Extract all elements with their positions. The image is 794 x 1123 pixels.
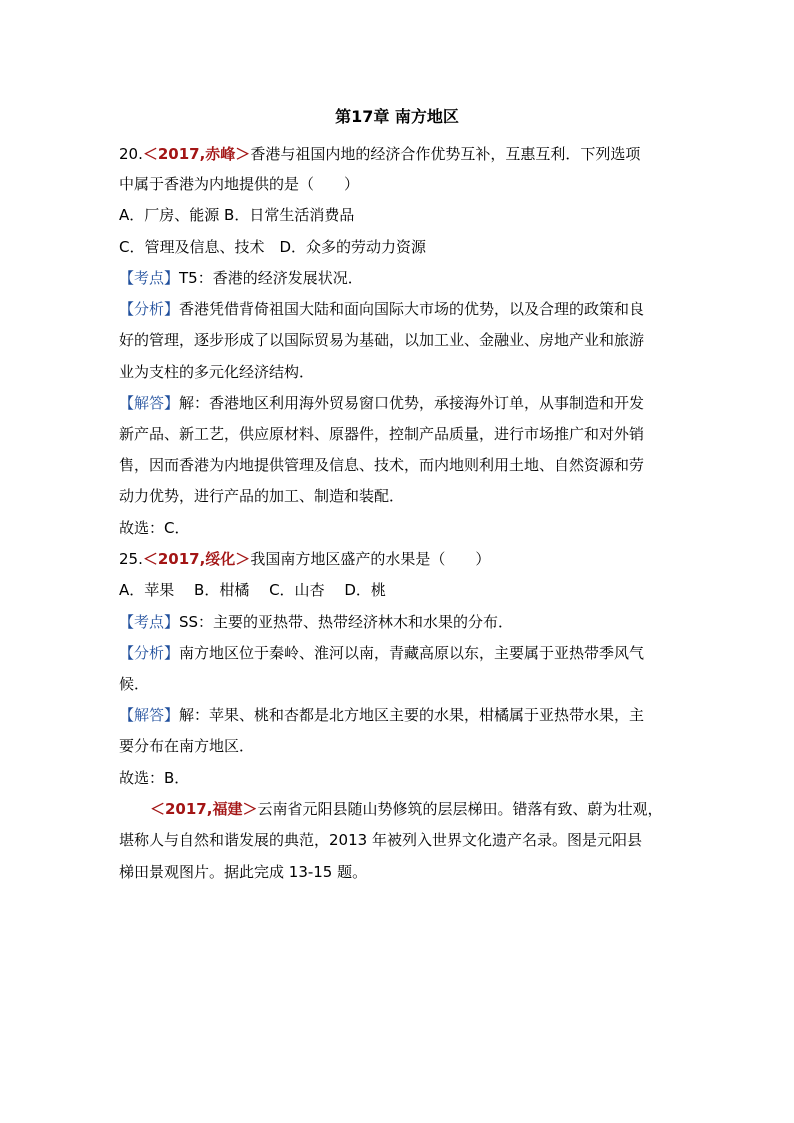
fujian-line-3: 梯田景观图片。据此完成 13-15 题。 (119, 863, 368, 881)
q20-jieda-line-3: 售，因而香港为内地提供管理及信息、技术，而内地则利用土地、自然资源和劳 (119, 456, 645, 474)
q25-fenxi-1: 南方地区位于秦岭、淮河以南，青藏高原以东，主要属于亚热带季风气 (179, 644, 645, 662)
q20-jieda-line-1 (119, 392, 679, 414)
q20-fenxi-line-3: 业为支柱的多元化经济结构． (119, 363, 315, 381)
q20-option-ab: A．厂房、能源 B．日常生活消费品 (119, 206, 355, 224)
q20-stem-1: 香港与祖国内地的经济合作优势互补，互惠互利．下列选项 (250, 145, 641, 163)
q20-kaodian (119, 267, 679, 289)
q20-jieda-line-2: 新产品、新工艺，供应原材料、原器件，控制产品质量，进行市场推广和对外销 (119, 425, 645, 443)
chapter-title: 第17章 南方地区 (335, 107, 459, 126)
q20-fenxi-1: 香港凭借背倚祖国大陆和面向国际大市场的优势，以及合理的政策和良 (179, 300, 645, 318)
q25-number: 25. (119, 550, 143, 568)
q20-number: 20. (119, 145, 143, 163)
q25-kaodian-tag: 【考点】 (119, 613, 180, 631)
q25-fenxi-line-2: 候． (119, 675, 150, 693)
q20-jieda-1: 解：香港地区利用海外贸易窗口优势，承接海外订单，从事制造和开发 (179, 394, 645, 412)
q20-fenxi-line-2: 好的管理，逐步形成了以国际贸易为基础，以加工业、金融业、房地产业和旅游 (119, 331, 645, 349)
fujian-line-2: 堪称人与自然和谐发展的典范，2013 年被列入世界文化遗产名录。图是元阳县 (119, 831, 642, 849)
q25-stem: 我国南方地区盛产的水果是（ ） (250, 550, 491, 568)
fujian-line-1 (150, 798, 680, 820)
q20-kaodian-tag: 【考点】 (119, 269, 180, 287)
q25-kaodian-text: SS：主要的亚热带、热带经济林木和水果的分布． (179, 613, 514, 631)
q25-jieda-line-2: 要分布在南方地区． (119, 737, 255, 755)
q25-jieda-tag: 【解答】 (119, 706, 180, 724)
q20-fenxi-tag: 【分析】 (119, 300, 180, 318)
q20-stem-line-2: 中属于香港为内地提供的是（ ） (119, 175, 360, 193)
q25-kaodian (119, 611, 679, 633)
q20-stem-line-1 (119, 143, 679, 165)
q20-source: ＜2017,赤峰＞ (142, 145, 251, 163)
q25-fenxi-tag: 【分析】 (119, 644, 180, 662)
q25-source: ＜2017,绥化＞ (142, 550, 251, 568)
q20-answer: 故选：C． (119, 519, 190, 537)
q25-jieda-1: 解：苹果、桃和杏都是北方地区主要的水果，柑橘属于亚热带水果，主 (179, 706, 645, 724)
q25-stem-line (119, 548, 679, 570)
q20-option-cd: C．管理及信息、技术 D．众多的劳动力资源 (119, 238, 427, 256)
q20-kaodian-text: T5：香港的经济发展状况． (179, 269, 363, 287)
fujian-source: ＜2017,福建＞ (150, 800, 258, 818)
q20-fenxi-line-1 (119, 298, 679, 320)
fujian-text-1: 云南省元阳县随山势修筑的层层梯田。错落有致、蔚为壮观， (257, 800, 663, 818)
q25-fenxi-line-1 (119, 642, 679, 664)
q25-answer: 故选：B． (119, 769, 190, 787)
q20-jieda-line-4: 动力优势，进行产品的加工、制造和装配． (119, 487, 405, 505)
q20-jieda-tag: 【解答】 (119, 394, 180, 412)
q25-options: A．苹果 B．柑橘 C．山杏 D．桃 (119, 581, 386, 599)
q25-jieda-line-1 (119, 704, 679, 726)
